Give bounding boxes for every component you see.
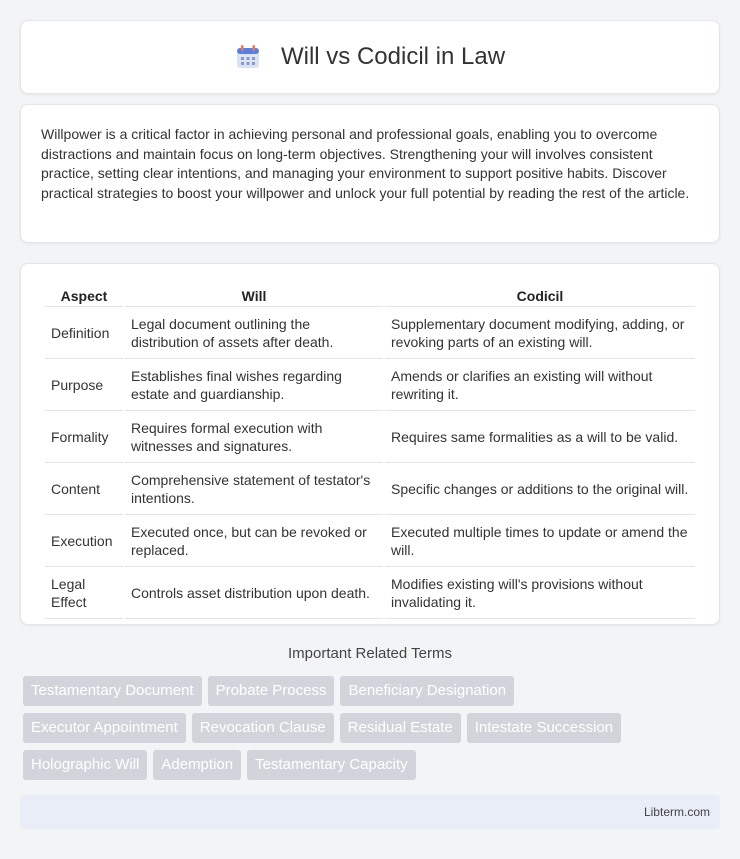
related-term-tag[interactable]: Residual Estate xyxy=(340,713,461,743)
table-row xyxy=(45,309,695,359)
related-term-tag[interactable]: Ademption xyxy=(153,750,241,780)
codicil-cell: Requires same formalities as a will to be valid. xyxy=(385,413,695,463)
related-term-tag[interactable]: Testamentary Capacity xyxy=(247,750,416,780)
table-row xyxy=(45,569,695,619)
codicil-cell: Amends or clarifies an existing will without rewriting it. xyxy=(385,361,695,411)
page-title: Will vs Codicil in Law xyxy=(280,43,506,70)
will-cell: Legal document outlining the distribution of assets after death. xyxy=(125,309,383,359)
aspect-cell: Legal Effect xyxy=(45,569,123,619)
tag-row xyxy=(23,750,723,780)
footer-site-link[interactable]: Libterm.com xyxy=(643,805,710,819)
will-cell: Requires formal execution with witnesses and signatures. xyxy=(125,413,383,463)
intro-text: Willpower is a critical factor in achieving personal and professional goals, enabling you to overcome distractions and maintain focus on long-term objectives. Strengthening your will involves consistent practice, setting clear intentions, and managing your environment to support positive habits. Discover practical strategies to boost your willpower and unlock your full potential by reading the rest of the article. xyxy=(41,126,690,201)
related-term-tag[interactable]: Revocation Clause xyxy=(192,713,334,743)
related-term-tag[interactable]: Testamentary Document xyxy=(23,676,202,706)
will-cell: Controls asset distribution upon death. xyxy=(125,569,383,619)
related-term-tag[interactable]: Intestate Succession xyxy=(467,713,621,743)
aspect-cell: Purpose xyxy=(45,361,123,411)
calendar-icon xyxy=(235,44,261,70)
header-will: Will xyxy=(125,284,383,307)
comparison-table xyxy=(43,282,697,621)
aspect-cell: Execution xyxy=(45,517,123,567)
codicil-cell: Supplementary document modifying, adding, or revoking parts of an existing will. xyxy=(385,309,695,359)
codicil-cell: Specific changes or additions to the original will. xyxy=(385,465,695,515)
footer xyxy=(20,795,720,829)
tag-row xyxy=(23,713,723,743)
related-term-tag[interactable]: Holographic Will xyxy=(23,750,147,780)
related-terms-list xyxy=(23,676,723,787)
comparison-table-card xyxy=(20,263,720,625)
will-cell: Comprehensive statement of testator's intentions. xyxy=(125,465,383,515)
table-header-row xyxy=(45,284,695,307)
codicil-cell: Modifies existing will's provisions without invalidating it. xyxy=(385,569,695,619)
header-codicil: Codicil xyxy=(385,284,695,307)
table-row xyxy=(45,413,695,463)
table-row xyxy=(45,465,695,515)
will-cell: Executed once, but can be revoked or replaced. xyxy=(125,517,383,567)
aspect-cell: Formality xyxy=(45,413,123,463)
codicil-cell: Executed multiple times to update or amend the will. xyxy=(385,517,695,567)
related-term-tag[interactable]: Probate Process xyxy=(208,676,335,706)
table-row xyxy=(45,361,695,411)
tag-row xyxy=(23,676,723,706)
aspect-cell: Definition xyxy=(45,309,123,359)
related-term-tag[interactable]: Beneficiary Designation xyxy=(340,676,514,706)
related-terms-title: Important Related Terms xyxy=(288,645,452,662)
aspect-cell: Content xyxy=(45,465,123,515)
header-card xyxy=(20,20,720,94)
will-cell: Establishes final wishes regarding estate and guardianship. xyxy=(125,361,383,411)
intro-card xyxy=(20,104,720,243)
table-row xyxy=(45,517,695,567)
related-term-tag[interactable]: Executor Appointment xyxy=(23,713,186,743)
header-aspect: Aspect xyxy=(45,284,123,307)
